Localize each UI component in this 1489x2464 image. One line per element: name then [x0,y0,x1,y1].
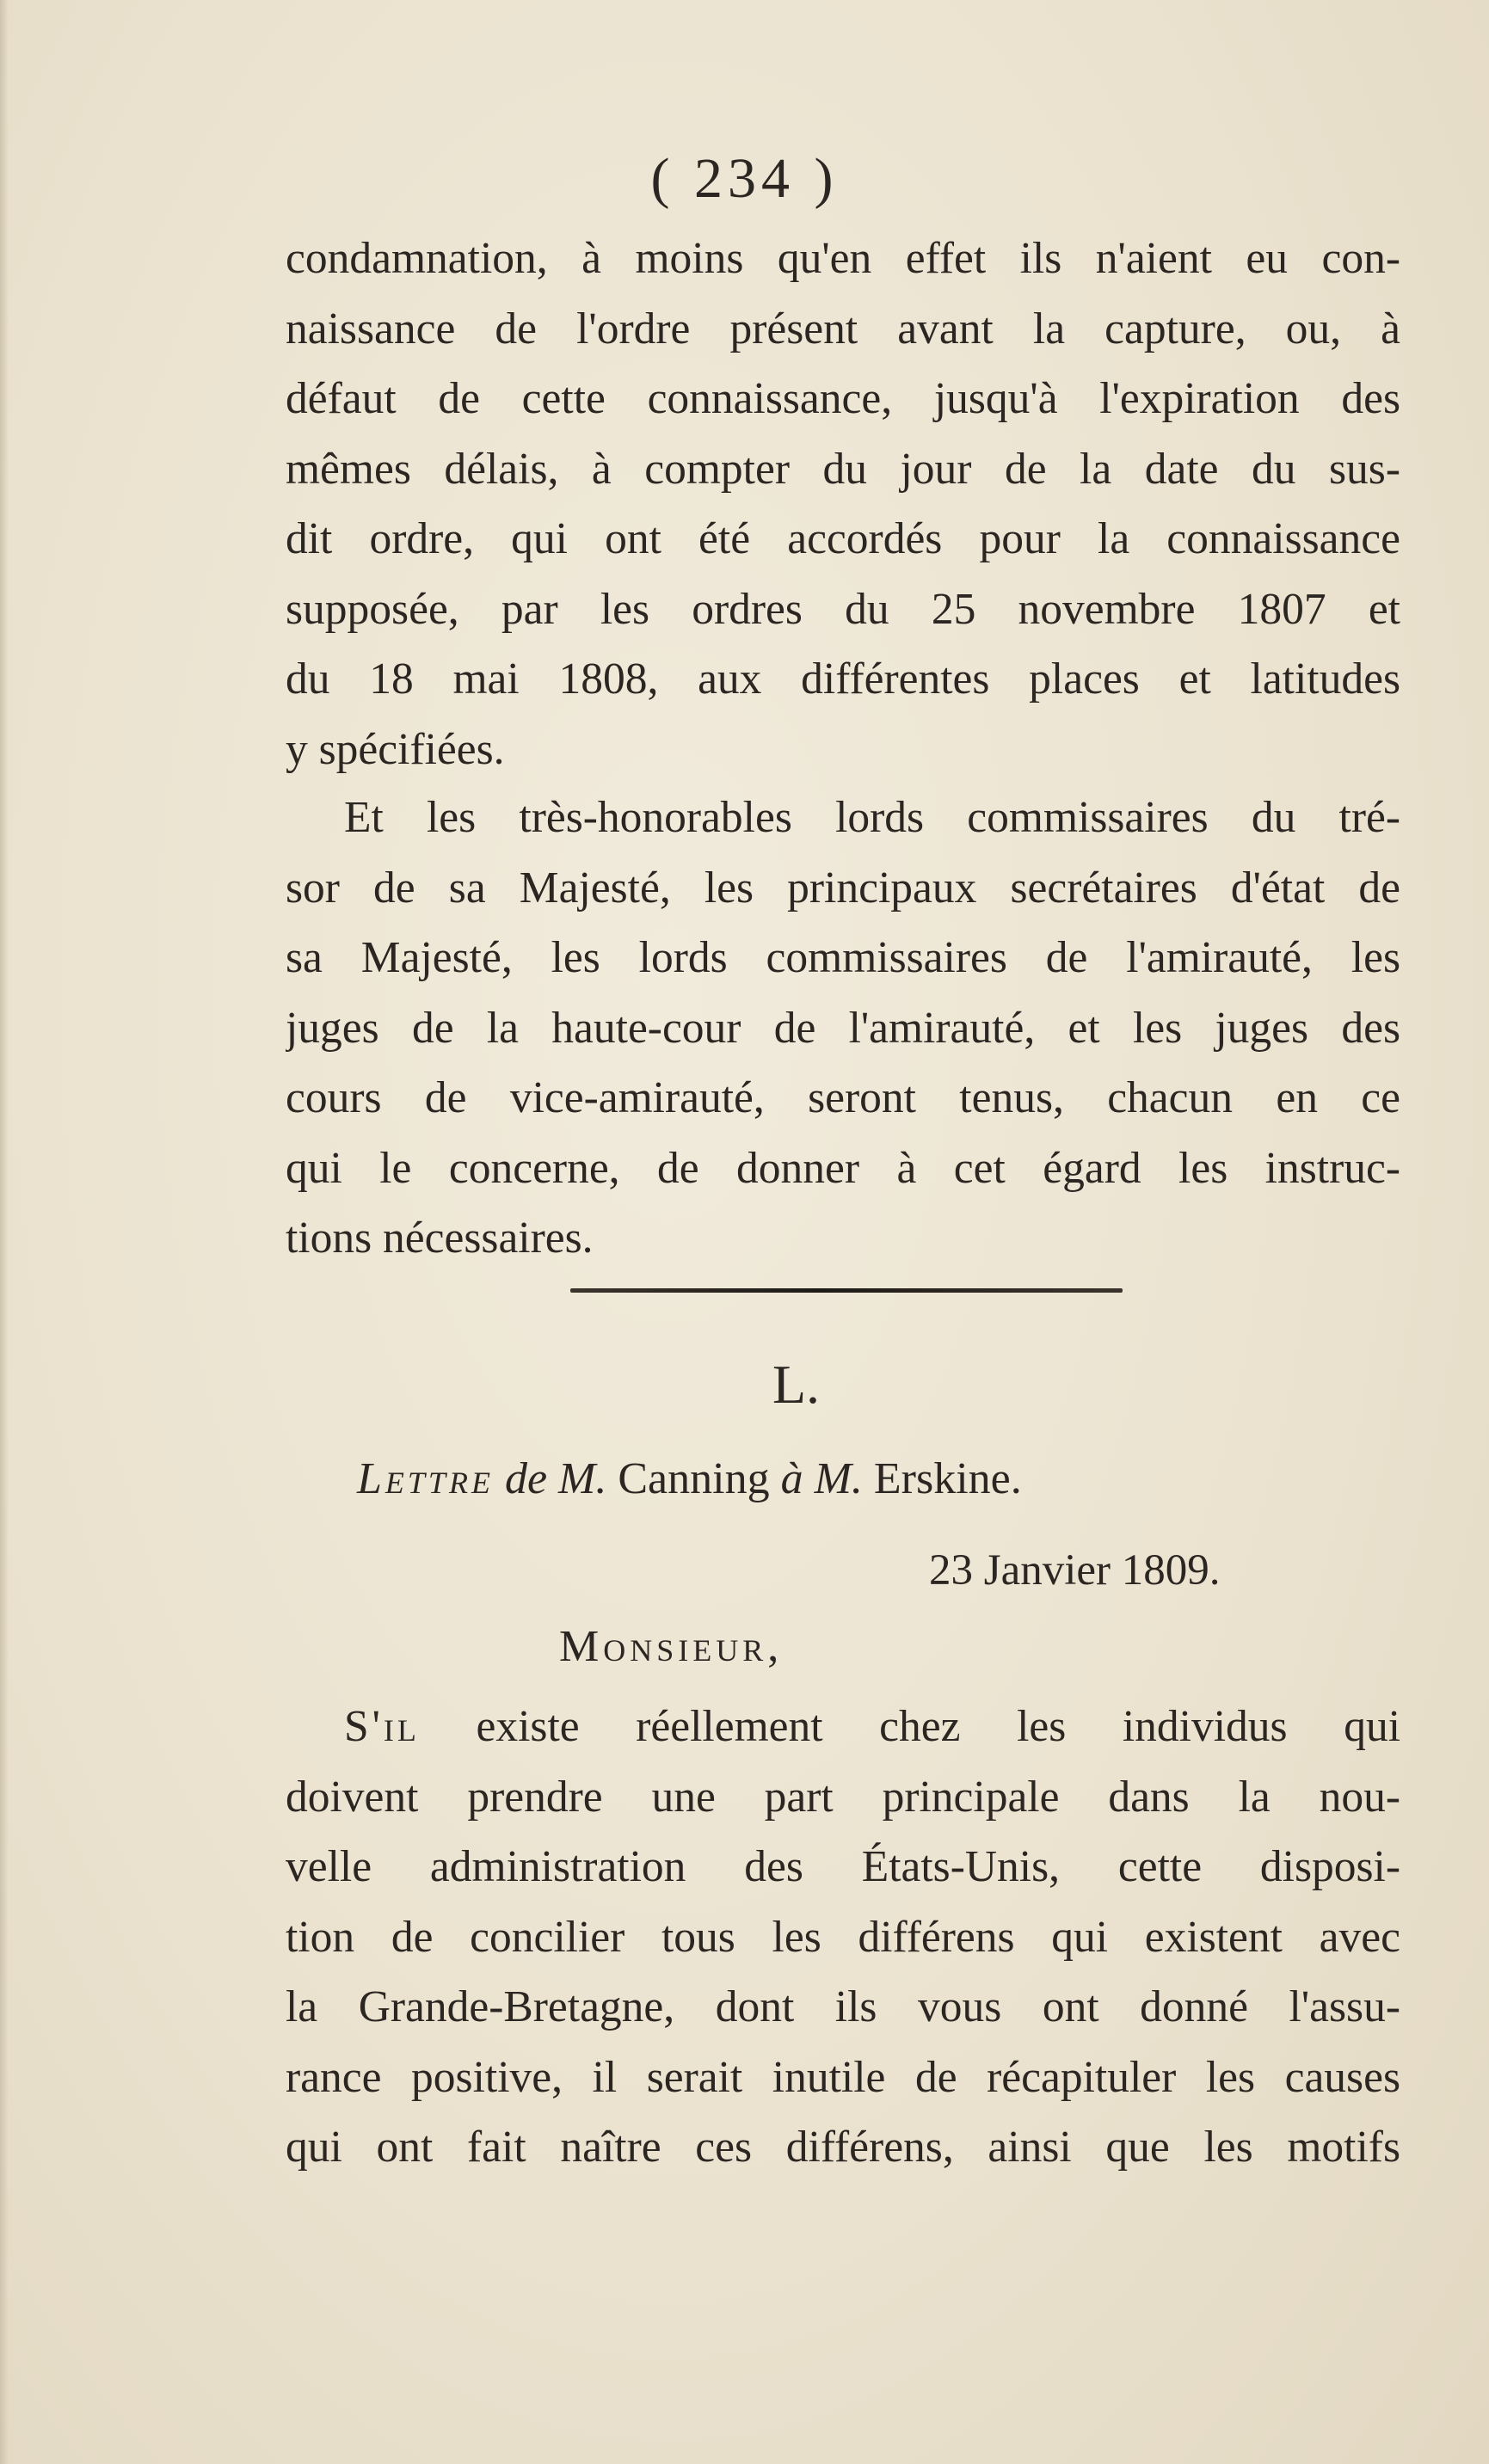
paragraph-3 [286,1692,1400,2183]
text-line: doivent prendre une part principale dans la nou- [286,1772,1400,1822]
text-line: dit ordre, qui ont été accordés pour la connaissance [286,514,1400,563]
text-line: tion de concilier tous les différens qui existent avec [286,1912,1400,1962]
page-gutter-shadow [0,0,9,2464]
text-line-first [286,1692,1400,1762]
text-line: condamnation, à moins qu'en effet ils n'aient eu con- [286,234,1400,283]
text-line: supposée, par les ordres du 25 novembre 1807 et [286,584,1400,634]
section-heading: L. [772,1354,821,1415]
text-line: rance positive, il serait inutile de récapituler les causes [286,2052,1400,2102]
page-number: ( 234 ) [650,147,839,210]
opening-line-rest: existe réellement chez les individus qui [419,1702,1400,1751]
paragraph-1 [286,224,1400,784]
text-line: velle administration des États-Unis, cette disposi- [286,1842,1400,1891]
text-line: mêmes délais, à compter du jour de la date du sus- [286,444,1400,494]
text-line: naissance de l'ordre présent avant la capture, ou, à [286,304,1400,353]
title-lettre: Lettre [357,1454,494,1503]
text-line: y spécifiées. [286,724,505,774]
title-erskine: Erskine. [873,1454,1022,1503]
text-line: tions nécessaires. [286,1214,594,1263]
title-m-2: M. [814,1454,863,1503]
letter-title [357,1453,1022,1504]
title-canning: Canning [618,1454,770,1503]
text-line: juges de la haute-cour de l'amirauté, et les juges des [286,1003,1400,1053]
text-line: cours de vice-amirauté, seront tenus, chacun en ce [286,1073,1400,1122]
letter-date: 23 Janvier 1809. [929,1546,1221,1595]
section-divider-rule [570,1288,1123,1293]
title-m-1: M. [558,1454,607,1503]
salutation: Monsieur, [559,1622,784,1671]
text-line: défaut de cette connaissance, jusqu'à l'expiration des [286,374,1400,423]
text-line: la Grande-Bretagne, dont ils vous ont donné l'assu- [286,1982,1400,2031]
text-line: qui le concerne, de donner à cet égard les instruc- [286,1143,1400,1193]
text-line: Et les très-honorables lords commissaires du tré- [344,793,1400,842]
title-a: à [780,1454,803,1503]
paragraph-2 [286,783,1400,1274]
text-line: sor de sa Majesté, les principaux secrétaires d'état de [286,863,1400,912]
opening-word: S'il [344,1702,420,1751]
title-de: de [504,1454,548,1503]
text-line: qui ont fait naître ces différens, ainsi que les motifs [286,2123,1400,2172]
text-line: sa Majesté, les lords commissaires de l'amirauté, les [286,933,1400,982]
text-line: du 18 mai 1808, aux différentes places et latitudes [286,654,1400,704]
